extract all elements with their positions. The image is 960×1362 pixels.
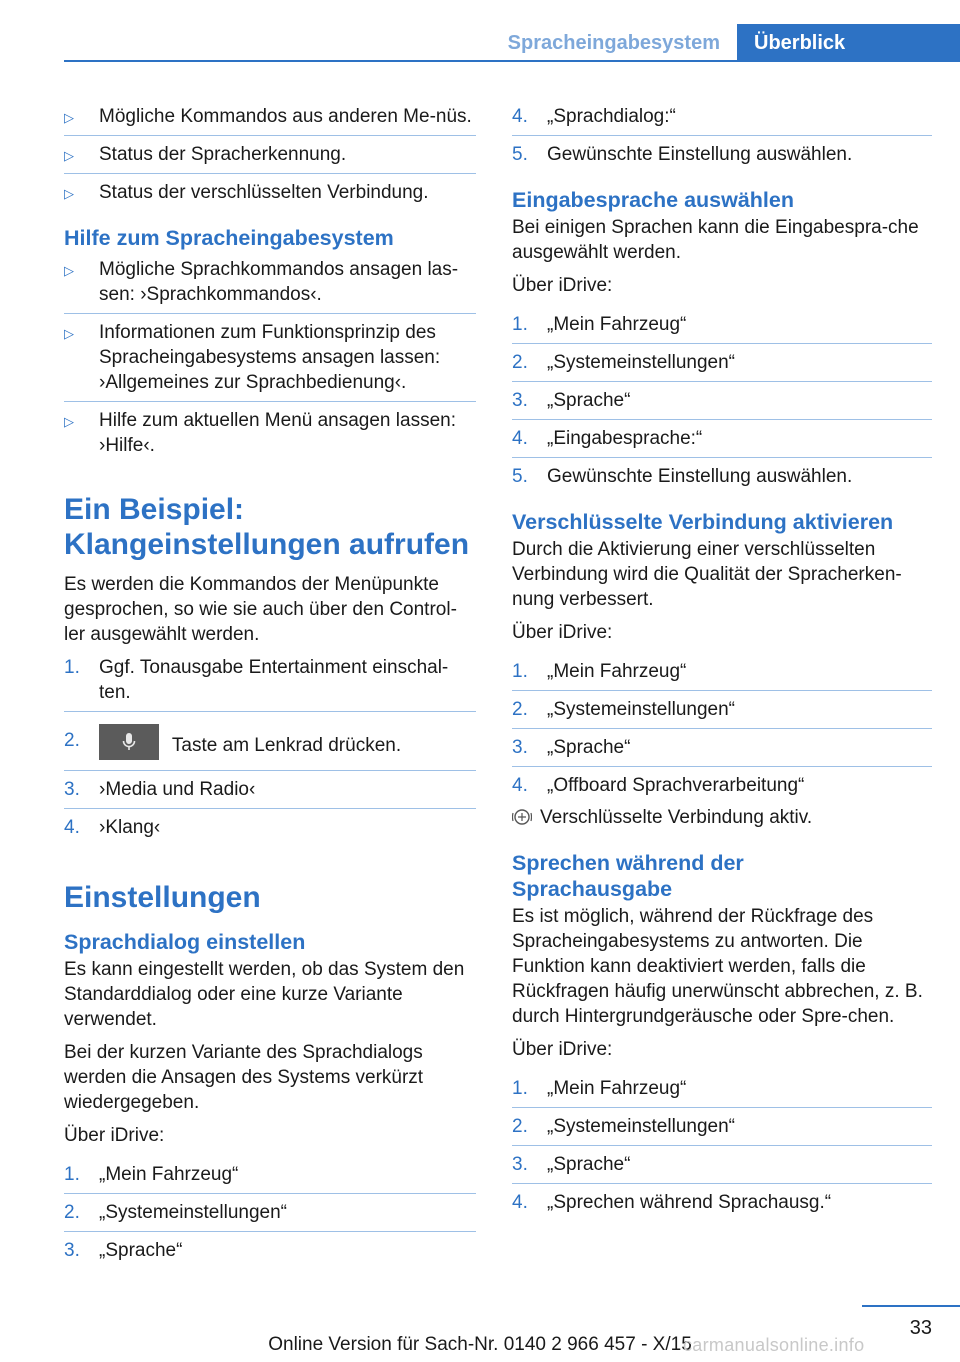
triangle-right-icon: ▷ (64, 263, 74, 278)
list-item (64, 142, 476, 174)
encryption-status-text: Verschlüsselte Verbindung aktiv. (540, 807, 813, 828)
step-number: 4. (512, 106, 528, 127)
triangle-right-icon: ▷ (64, 148, 74, 163)
step-text: Gewünschte Einstellung auswählen. (547, 466, 853, 487)
step-item (512, 659, 932, 691)
step-number: 4. (512, 1192, 528, 1213)
step-item (64, 655, 476, 712)
voice-encryption-icon (512, 808, 532, 833)
step-item (512, 1076, 932, 1108)
step-item (64, 1200, 476, 1232)
triangle-right-icon: ▷ (64, 110, 74, 125)
step-number: 3. (64, 1240, 80, 1261)
header-section-title: Spracheingabesystem (507, 32, 720, 54)
step-text: „Mein Fahrzeug“ (547, 661, 687, 682)
step-item (512, 464, 932, 489)
dialog-text-1: Es kann eingestellt werden, ob das System den Standarddialog oder eine kurze Variante verwendet. (64, 959, 465, 1030)
list-item (64, 320, 476, 402)
step-text: Gewünschte Einstellung auswählen. (547, 144, 853, 165)
step-item (512, 735, 932, 767)
step-text: „Sprache“ (547, 737, 631, 758)
step-item (64, 718, 476, 771)
step-number: 4. (512, 775, 528, 796)
list-item-text: Mögliche Kommandos aus anderen Me‐nüs. (99, 106, 472, 127)
step-number: 1. (512, 661, 528, 682)
list-item (64, 408, 476, 458)
step-number: 4. (512, 428, 528, 449)
step-item (512, 1190, 932, 1215)
triangle-right-icon: ▷ (64, 186, 74, 201)
speak-text: Es ist möglich, während der Rückfrage des Spracheingabesystems zu antworten. Die Funktion kann deaktiviert werden, falls die Rückfragen häufig unerwünscht abbrechen, z. B. durch Hintergrundgeräusche oder Spre‐chen. (512, 906, 923, 1027)
step-number: 4. (64, 817, 80, 838)
step-item (512, 697, 932, 729)
step-item (64, 815, 476, 840)
step-item (512, 773, 932, 798)
step-text: ›Media und Radio‹ (99, 779, 256, 800)
header-rule (64, 60, 960, 62)
step-item (512, 1114, 932, 1146)
page-number: 33 (862, 1305, 960, 1340)
step-text: „Mein Fahrzeug“ (99, 1164, 239, 1185)
step-number: 2. (64, 1202, 80, 1223)
example-heading: Ein Beispiel: Klangeinstellungen aufrufen (64, 493, 470, 561)
list-item (64, 180, 476, 205)
dialog-text-2: Bei der kurzen Variante des Sprachdialogs werden die Ansagen des Systems verkürzt wiedergegeben. (64, 1042, 424, 1113)
step-number: 2. (512, 699, 528, 720)
microphone-key-icon (99, 724, 159, 760)
dialog-heading: Sprachdialog einstellen (64, 930, 306, 954)
right-column (512, 104, 932, 1222)
step-text: „Sprache“ (99, 1240, 183, 1261)
step-number: 2. (64, 730, 80, 751)
step-item (512, 142, 932, 167)
step-text: „Systemeinstellungen“ (547, 1116, 735, 1137)
watermark: carmanualsonline.info (683, 1335, 865, 1355)
step-item (512, 312, 932, 344)
step-item (512, 1152, 932, 1184)
example-text: Es werden die Kommandos der Menüpunkte gesprochen, so wie sie auch über den Control‐ler ausgewählt werden. (64, 574, 457, 645)
step-item (64, 777, 476, 809)
step-text: „Mein Fahrzeug“ (547, 314, 687, 335)
step-number: 3. (512, 737, 528, 758)
list-item-text: Status der verschlüsselten Verbindung. (99, 182, 429, 203)
step-text: „Systemeinstellungen“ (547, 352, 735, 373)
encryption-status-row (512, 805, 932, 830)
step-item (64, 1238, 476, 1263)
list-item (64, 104, 476, 136)
step-number: 5. (512, 466, 528, 487)
step-text: „Offboard Sprachverarbeitung“ (547, 775, 805, 796)
step-number: 1. (512, 314, 528, 335)
footer-text: Online Version für Sach-Nr. 0140 2 966 457 - X/15 (268, 1334, 692, 1355)
step-text: „Sprache“ (547, 390, 631, 411)
list-item-text: Informationen zum Funktionsprinzip des Spracheingabesystems ansagen lassen: ›Allgemeines zur Sprachbedienung‹. (99, 322, 441, 393)
step-text: Ggf. Tonausgabe Entertainment einschal‐ten. (99, 657, 449, 703)
step-number: 1. (64, 657, 80, 678)
step-item (512, 350, 932, 382)
via-idrive-label: Über iDrive: (512, 1039, 613, 1060)
step-number: 3. (512, 1154, 528, 1175)
step-text: „Sprachdialog:“ (547, 106, 676, 127)
via-idrive-label: Über iDrive: (512, 275, 613, 296)
step-item (512, 104, 932, 136)
step-number: 3. (512, 390, 528, 411)
triangle-right-icon: ▷ (64, 414, 74, 429)
step-number: 1. (64, 1164, 80, 1185)
encryption-heading: Verschlüsselte Verbindung aktivieren (512, 510, 894, 534)
via-idrive-label: Über iDrive: (512, 622, 613, 643)
step-item (512, 388, 932, 420)
step-text: „Systemeinstellungen“ (99, 1202, 287, 1223)
step-number: 5. (512, 144, 528, 165)
step-text: „Sprache“ (547, 1154, 631, 1175)
step-number: 2. (512, 1116, 528, 1137)
step-text: ›Klang‹ (99, 817, 161, 838)
step-text: Taste am Lenkrad drücken. (167, 735, 402, 757)
left-column (64, 104, 476, 1270)
step-number: 3. (64, 779, 80, 800)
step-item (64, 1162, 476, 1194)
list-item-text: Hilfe zum aktuellen Menü ansagen lassen: ›Hilfe‹. (99, 410, 456, 456)
speak-heading: Sprechen während der Sprachausgabe (512, 851, 744, 901)
input-language-text: Bei einigen Sprachen kann die Eingabespra‐che ausgewählt werden. (512, 217, 919, 263)
via-idrive-label: Über iDrive: (64, 1125, 165, 1146)
triangle-right-icon: ▷ (64, 326, 74, 341)
input-language-heading: Eingabesprache auswählen (512, 188, 794, 212)
step-item (512, 426, 932, 458)
step-text: „Sprechen während Sprachausg.“ (547, 1192, 832, 1213)
step-text: „Eingabesprache:“ (547, 428, 703, 449)
list-item (64, 257, 476, 314)
list-item-text: Mögliche Sprachkommandos ansagen las‐sen: ›Sprachkommandos‹. (99, 259, 459, 305)
step-text: „Mein Fahrzeug“ (547, 1078, 687, 1099)
step-text: „Systemeinstellungen“ (547, 699, 735, 720)
list-item-text: Status der Spracherkennung. (99, 144, 347, 165)
help-heading: Hilfe zum Spracheingabesystem (64, 226, 394, 250)
step-number: 1. (512, 1078, 528, 1099)
encryption-text: Durch die Aktivierung einer verschlüsselten Verbindung wird die Qualität der Spracherken‐nung verbessert. (512, 539, 902, 610)
settings-heading: Einstellungen (64, 881, 261, 914)
step-number: 2. (512, 352, 528, 373)
header-tab-overview: Überblick (737, 24, 960, 62)
